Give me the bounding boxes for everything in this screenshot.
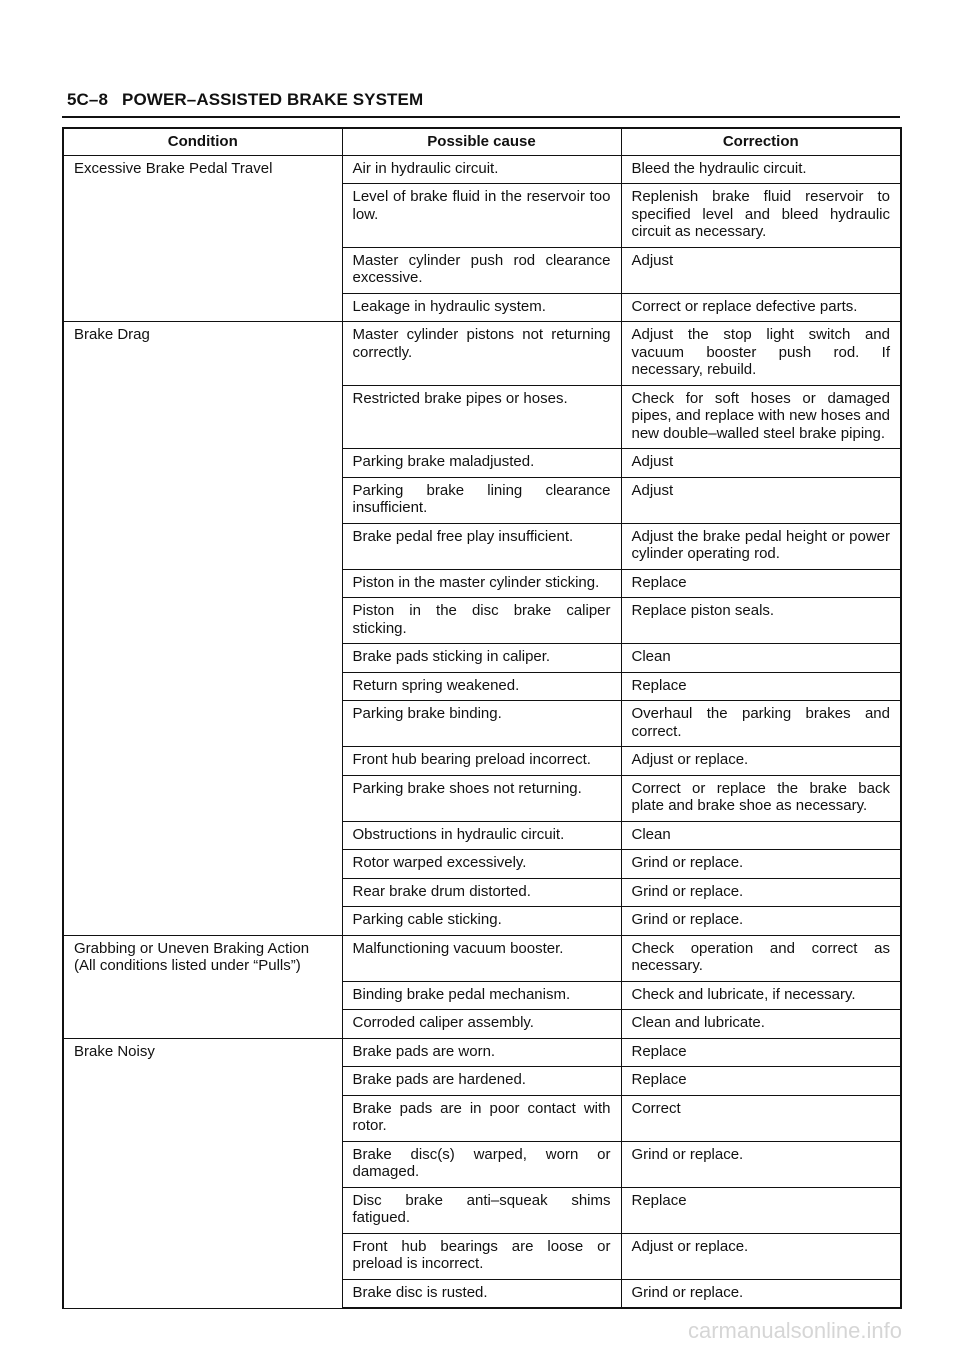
possible-cause-cell: Leakage in hydraulic system. (342, 293, 621, 322)
correction-cell: Replace (621, 1187, 901, 1233)
correction-cell: Grind or replace. (621, 1279, 901, 1308)
column-header-correction: Correction (621, 128, 901, 155)
correction-cell: Check operation and correct as necessary. (621, 935, 901, 981)
table-header-row (63, 128, 901, 155)
correction-cell: Replenish brake fluid reservoir to specified level and bleed hydraulic circuit as necessary. (621, 184, 901, 248)
possible-cause-cell: Parking brake binding. (342, 701, 621, 747)
correction-cell: Adjust (621, 247, 901, 293)
possible-cause-cell: Air in hydraulic circuit. (342, 155, 621, 184)
possible-cause-cell: Front hub bearing preload incorrect. (342, 747, 621, 776)
column-header-possible-cause: Possible cause (342, 128, 621, 155)
correction-cell: Clean (621, 644, 901, 673)
correction-cell: Correct (621, 1095, 901, 1141)
column-header-condition: Condition (63, 128, 342, 155)
correction-cell: Bleed the hydraulic circuit. (621, 155, 901, 184)
section-number: 5C–8 (67, 90, 109, 109)
possible-cause-cell: Front hub bearings are loose or preload is incorrect. (342, 1233, 621, 1279)
correction-cell: Adjust (621, 477, 901, 523)
possible-cause-cell: Parking brake shoes not returning. (342, 775, 621, 821)
correction-cell: Grind or replace. (621, 907, 901, 936)
table-row (63, 1038, 901, 1067)
possible-cause-cell: Brake pads are worn. (342, 1038, 621, 1067)
page-title: POWER–ASSISTED BRAKE SYSTEM (122, 90, 424, 109)
correction-cell: Adjust or replace. (621, 1233, 901, 1279)
condition-cell: Grabbing or Uneven Braking Action (All conditions listed under “Pulls”) (63, 935, 342, 1038)
correction-cell: Overhaul the parking brakes and correct. (621, 701, 901, 747)
correction-cell: Check for soft hoses or damaged pipes, and replace with new hoses and new double–walled steel brake piping. (621, 385, 901, 449)
correction-cell: Adjust the stop light switch and vacuum booster push rod. If necessary, rebuild. (621, 322, 901, 386)
possible-cause-cell: Rear brake drum distorted. (342, 878, 621, 907)
possible-cause-cell: Brake pads are hardened. (342, 1067, 621, 1096)
correction-cell: Adjust the brake pedal height or power cylinder operating rod. (621, 523, 901, 569)
correction-cell: Replace (621, 1038, 901, 1067)
possible-cause-cell: Corroded caliper assembly. (342, 1010, 621, 1039)
watermark: carmanualsonline.info (687, 1318, 902, 1343)
condition-cell: Brake Noisy (63, 1038, 342, 1308)
condition-cell: Excessive Brake Pedal Travel (63, 155, 342, 322)
correction-cell: Correct or replace defective parts. (621, 293, 901, 322)
correction-cell: Grind or replace. (621, 878, 901, 907)
header-rule (62, 116, 900, 118)
table-body (63, 155, 901, 1308)
correction-cell: Adjust or replace. (621, 747, 901, 776)
possible-cause-cell: Obstructions in hydraulic circuit. (342, 821, 621, 850)
correction-cell: Replace piston seals. (621, 598, 901, 644)
table-row (63, 155, 901, 184)
table-row (63, 322, 901, 386)
possible-cause-cell: Binding brake pedal mechanism. (342, 981, 621, 1010)
correction-cell: Grind or replace. (621, 850, 901, 879)
possible-cause-cell: Brake disc(s) warped, worn or damaged. (342, 1141, 621, 1187)
possible-cause-cell: Return spring weakened. (342, 672, 621, 701)
possible-cause-cell: Parking cable sticking. (342, 907, 621, 936)
correction-cell: Clean and lubricate. (621, 1010, 901, 1039)
possible-cause-cell: Malfunctioning vacuum booster. (342, 935, 621, 981)
possible-cause-cell: Level of brake fluid in the reservoir too low. (342, 184, 621, 248)
page-header (67, 90, 423, 110)
possible-cause-cell: Parking brake lining clearance insufficient. (342, 477, 621, 523)
possible-cause-cell: Master cylinder pistons not returning correctly. (342, 322, 621, 386)
correction-cell: Correct or replace the brake back plate and brake shoe as necessary. (621, 775, 901, 821)
correction-cell: Replace (621, 569, 901, 598)
correction-cell: Clean (621, 821, 901, 850)
troubleshooting-table (62, 127, 902, 1309)
correction-cell: Replace (621, 672, 901, 701)
possible-cause-cell: Piston in the disc brake caliper sticking. (342, 598, 621, 644)
correction-cell: Adjust (621, 449, 901, 478)
correction-cell: Replace (621, 1067, 901, 1096)
table-row (63, 935, 901, 981)
possible-cause-cell: Restricted brake pipes or hoses. (342, 385, 621, 449)
possible-cause-cell: Brake pads sticking in caliper. (342, 644, 621, 673)
possible-cause-cell: Master cylinder push rod clearance excessive. (342, 247, 621, 293)
possible-cause-cell: Piston in the master cylinder sticking. (342, 569, 621, 598)
possible-cause-cell: Rotor warped excessively. (342, 850, 621, 879)
possible-cause-cell: Brake disc is rusted. (342, 1279, 621, 1308)
correction-cell: Grind or replace. (621, 1141, 901, 1187)
possible-cause-cell: Brake pedal free play insufficient. (342, 523, 621, 569)
condition-cell: Brake Drag (63, 322, 342, 936)
possible-cause-cell: Brake pads are in poor contact with rotor. (342, 1095, 621, 1141)
correction-cell: Check and lubricate, if necessary. (621, 981, 901, 1010)
possible-cause-cell: Parking brake maladjusted. (342, 449, 621, 478)
possible-cause-cell: Disc brake anti–squeak shims fatigued. (342, 1187, 621, 1233)
